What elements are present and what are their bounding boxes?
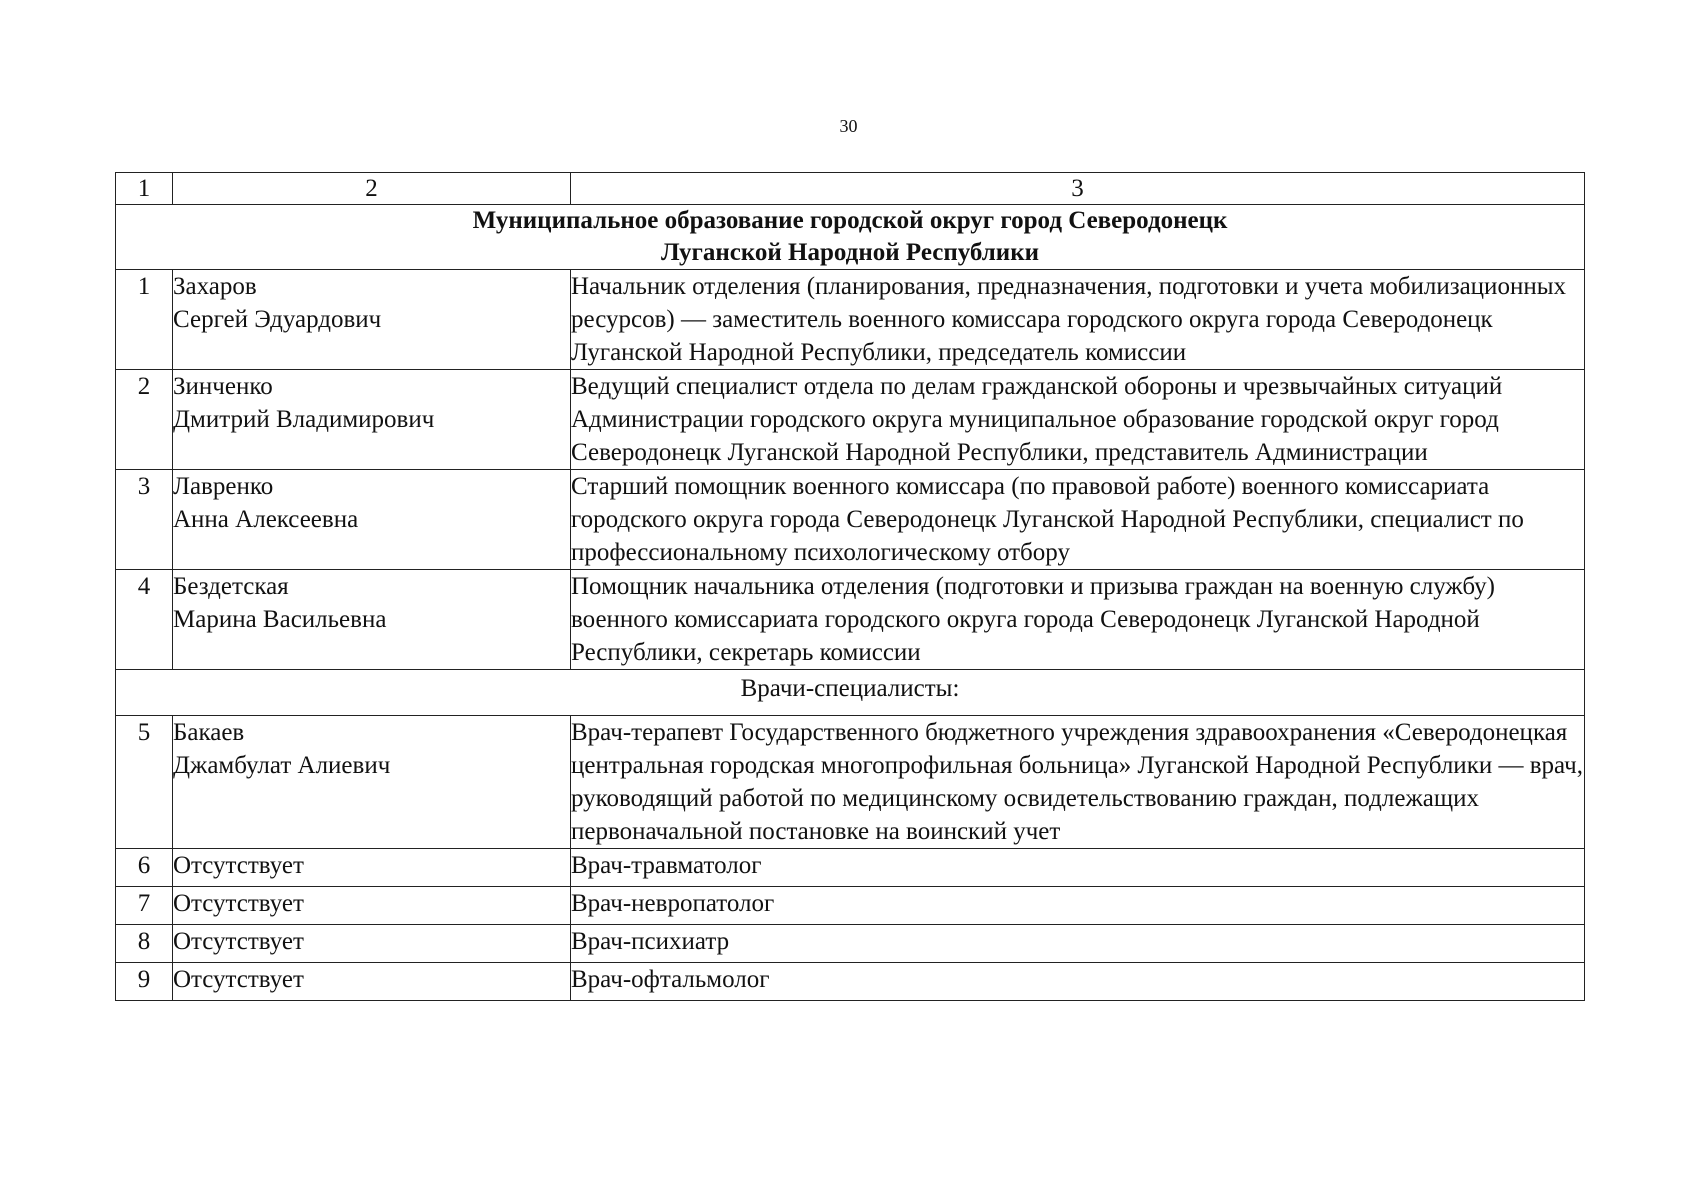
member-surname: Бездетская <box>173 573 289 600</box>
subsection-title: Врачи-специалисты: <box>116 670 1585 716</box>
member-name <box>173 270 571 370</box>
member-name <box>173 716 571 849</box>
row-number: 3 <box>116 470 173 570</box>
member-surname: Зинченко <box>173 373 273 400</box>
member-position: Начальник отделения (планирования, предназначения, подготовки и учета мобилизационных ресурсов) — заместитель военного комиссара городского округа города Северодонецк Луганской Народной Республики, председатель комиссии <box>571 270 1585 370</box>
section-title <box>116 205 1585 270</box>
row-number: 6 <box>116 849 173 887</box>
column-header-3: 3 <box>571 173 1585 205</box>
member-position: Старший помощник военного комиссара (по правовой работе) военного комиссариата городского округа города Северодонецк Луганской Народной Республики, специалист по профессиональному психологическому отбору <box>571 470 1585 570</box>
table-row <box>116 963 1585 1001</box>
member-name: Отсутствует <box>173 925 571 963</box>
table-row <box>116 370 1585 470</box>
row-number: 7 <box>116 887 173 925</box>
member-given-name: Джамбулат Алиевич <box>173 752 391 779</box>
row-number: 9 <box>116 963 173 1001</box>
member-name: Отсутствует <box>173 849 571 887</box>
member-name: Отсутствует <box>173 963 571 1001</box>
member-surname: Бакаев <box>173 719 245 746</box>
table-row <box>116 925 1585 963</box>
table-row <box>116 270 1585 370</box>
subsection-title-row <box>116 670 1585 716</box>
member-position: Ведущий специалист отдела по делам гражданской обороны и чрезвычайных ситуаций Администрации городского округа муниципальное образование городской округ город Северодонецк Луганской Народной Республики, представитель Администрации <box>571 370 1585 470</box>
member-given-name: Сергей Эдуардович <box>173 306 382 333</box>
table-row <box>116 887 1585 925</box>
member-name <box>173 570 571 670</box>
row-number: 4 <box>116 570 173 670</box>
member-position: Помощник начальника отделения (подготовки и призыва граждан на военную службу) военного комиссариата городского округа города Северодонецк Луганской Народной Республики, секретарь комиссии <box>571 570 1585 670</box>
table-row <box>116 470 1585 570</box>
column-number-row <box>116 173 1585 205</box>
member-position: Врач-травматолог <box>571 849 1585 887</box>
section-title-line-2: Луганской Народной Республики <box>660 239 1040 266</box>
member-position: Врач-терапевт Государственного бюджетного учреждения здравоохранения «Северодонецкая центральная городская многопрофильная больница» Луганской Народной Республики — врач, руководящий работой по медицинскому освидетельствованию граждан, подлежащих первоначальной постановке на воинский учет <box>571 716 1585 849</box>
member-given-name: Марина Васильевна <box>173 606 387 633</box>
member-position: Врач-психиатр <box>571 925 1585 963</box>
member-name: Отсутствует <box>173 887 571 925</box>
column-header-2: 2 <box>173 173 571 205</box>
member-surname: Лавренко <box>173 473 274 500</box>
member-name <box>173 370 571 470</box>
column-header-1: 1 <box>116 173 173 205</box>
table-row <box>116 570 1585 670</box>
row-number: 2 <box>116 370 173 470</box>
table-row <box>116 849 1585 887</box>
member-surname: Захаров <box>173 273 257 300</box>
table-row <box>116 716 1585 849</box>
member-name <box>173 470 571 570</box>
section-title-row <box>116 205 1585 270</box>
row-number: 8 <box>116 925 173 963</box>
commission-table <box>115 172 1585 1001</box>
page-number: 30 <box>839 116 858 136</box>
member-given-name: Дмитрий Владимирович <box>173 406 435 433</box>
member-position: Врач-невропатолог <box>571 887 1585 925</box>
row-number: 1 <box>116 270 173 370</box>
row-number: 5 <box>116 716 173 849</box>
section-title-line-1: Муниципальное образование городской округ город Северодонецк <box>472 207 1228 234</box>
member-given-name: Анна Алексеевна <box>173 506 359 533</box>
member-position: Врач-офтальмолог <box>571 963 1585 1001</box>
